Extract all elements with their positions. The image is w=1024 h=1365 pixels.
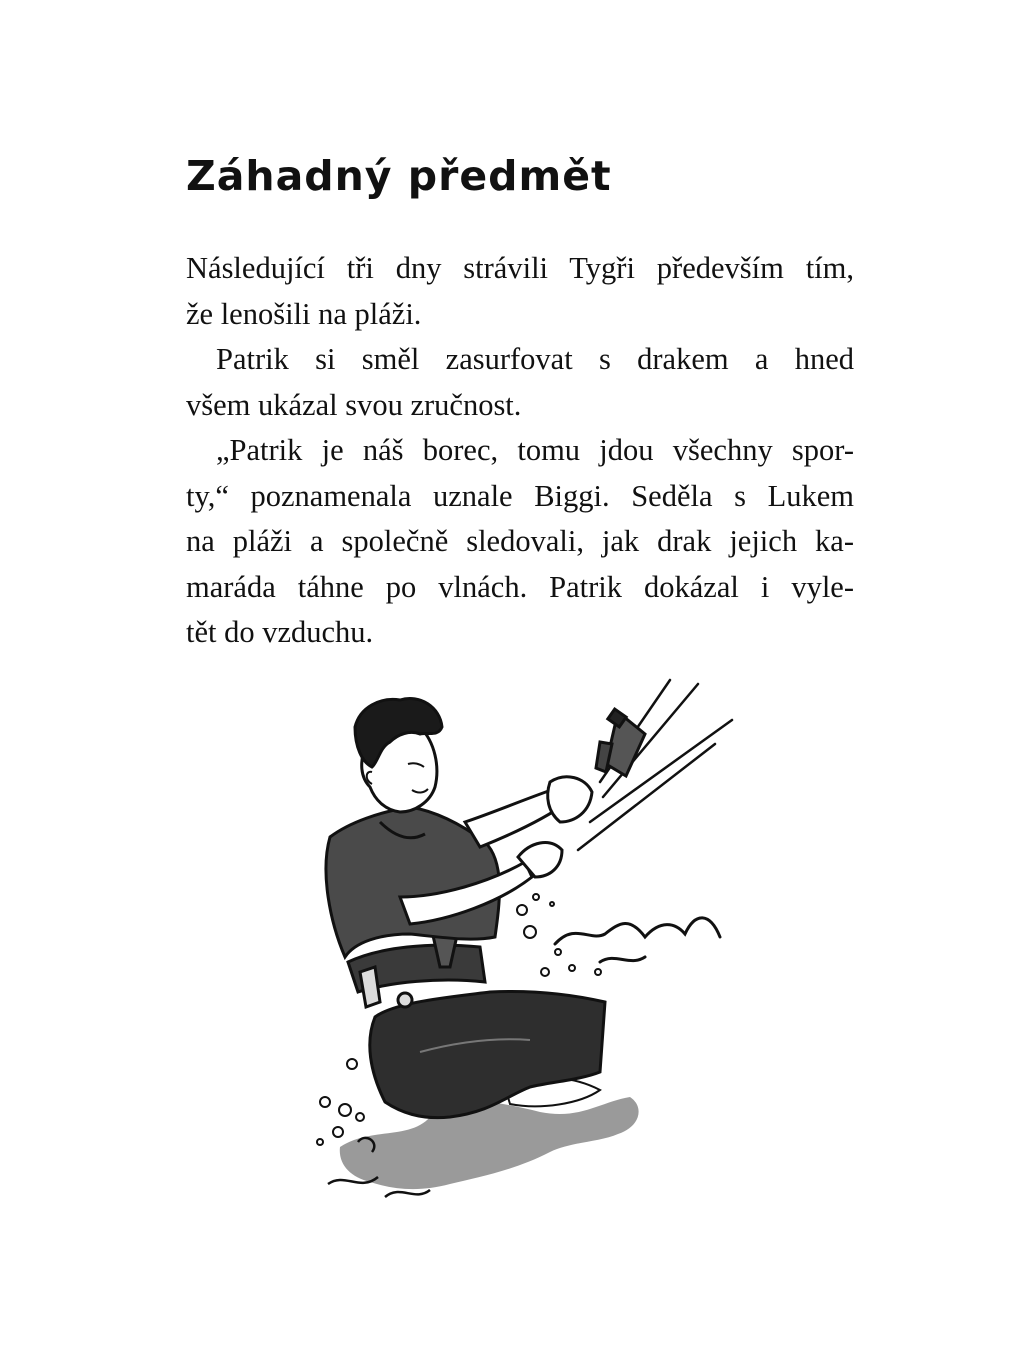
text-line: Patrik si směl zasurfovat s drakem a hned: [216, 342, 854, 376]
text-line: „Patrik je náš borec, tomu jdou všechny spor-: [216, 433, 854, 467]
paragraph-2: [186, 337, 854, 428]
text-line: Následující tři dny strávili Tygři především tím,: [186, 251, 854, 285]
head-icon: [355, 699, 442, 812]
kitesurfer-illustration: [300, 672, 740, 1217]
text-line: všem ukázal svou zručnost.: [186, 387, 522, 422]
chapter-title: Záhadný předmět: [186, 152, 612, 200]
control-bar-icon: [596, 709, 645, 776]
waves-icon: [555, 918, 720, 962]
body-text: [186, 246, 854, 656]
text-line: na pláži a společně sledovali, jak drak jejich ka-: [186, 524, 854, 558]
text-line: maráda táhne po vlnách. Patrik dokázal i vyle-: [186, 569, 854, 604]
text-line: ty,“ poznamenala uznale Biggi. Seděla s Lukem: [186, 478, 854, 513]
paragraph-1: [186, 246, 854, 337]
text-line: tět do vzduchu.: [186, 615, 374, 649]
text-line: že lenošili na pláži.: [186, 296, 422, 331]
paragraph-3: [186, 428, 854, 656]
